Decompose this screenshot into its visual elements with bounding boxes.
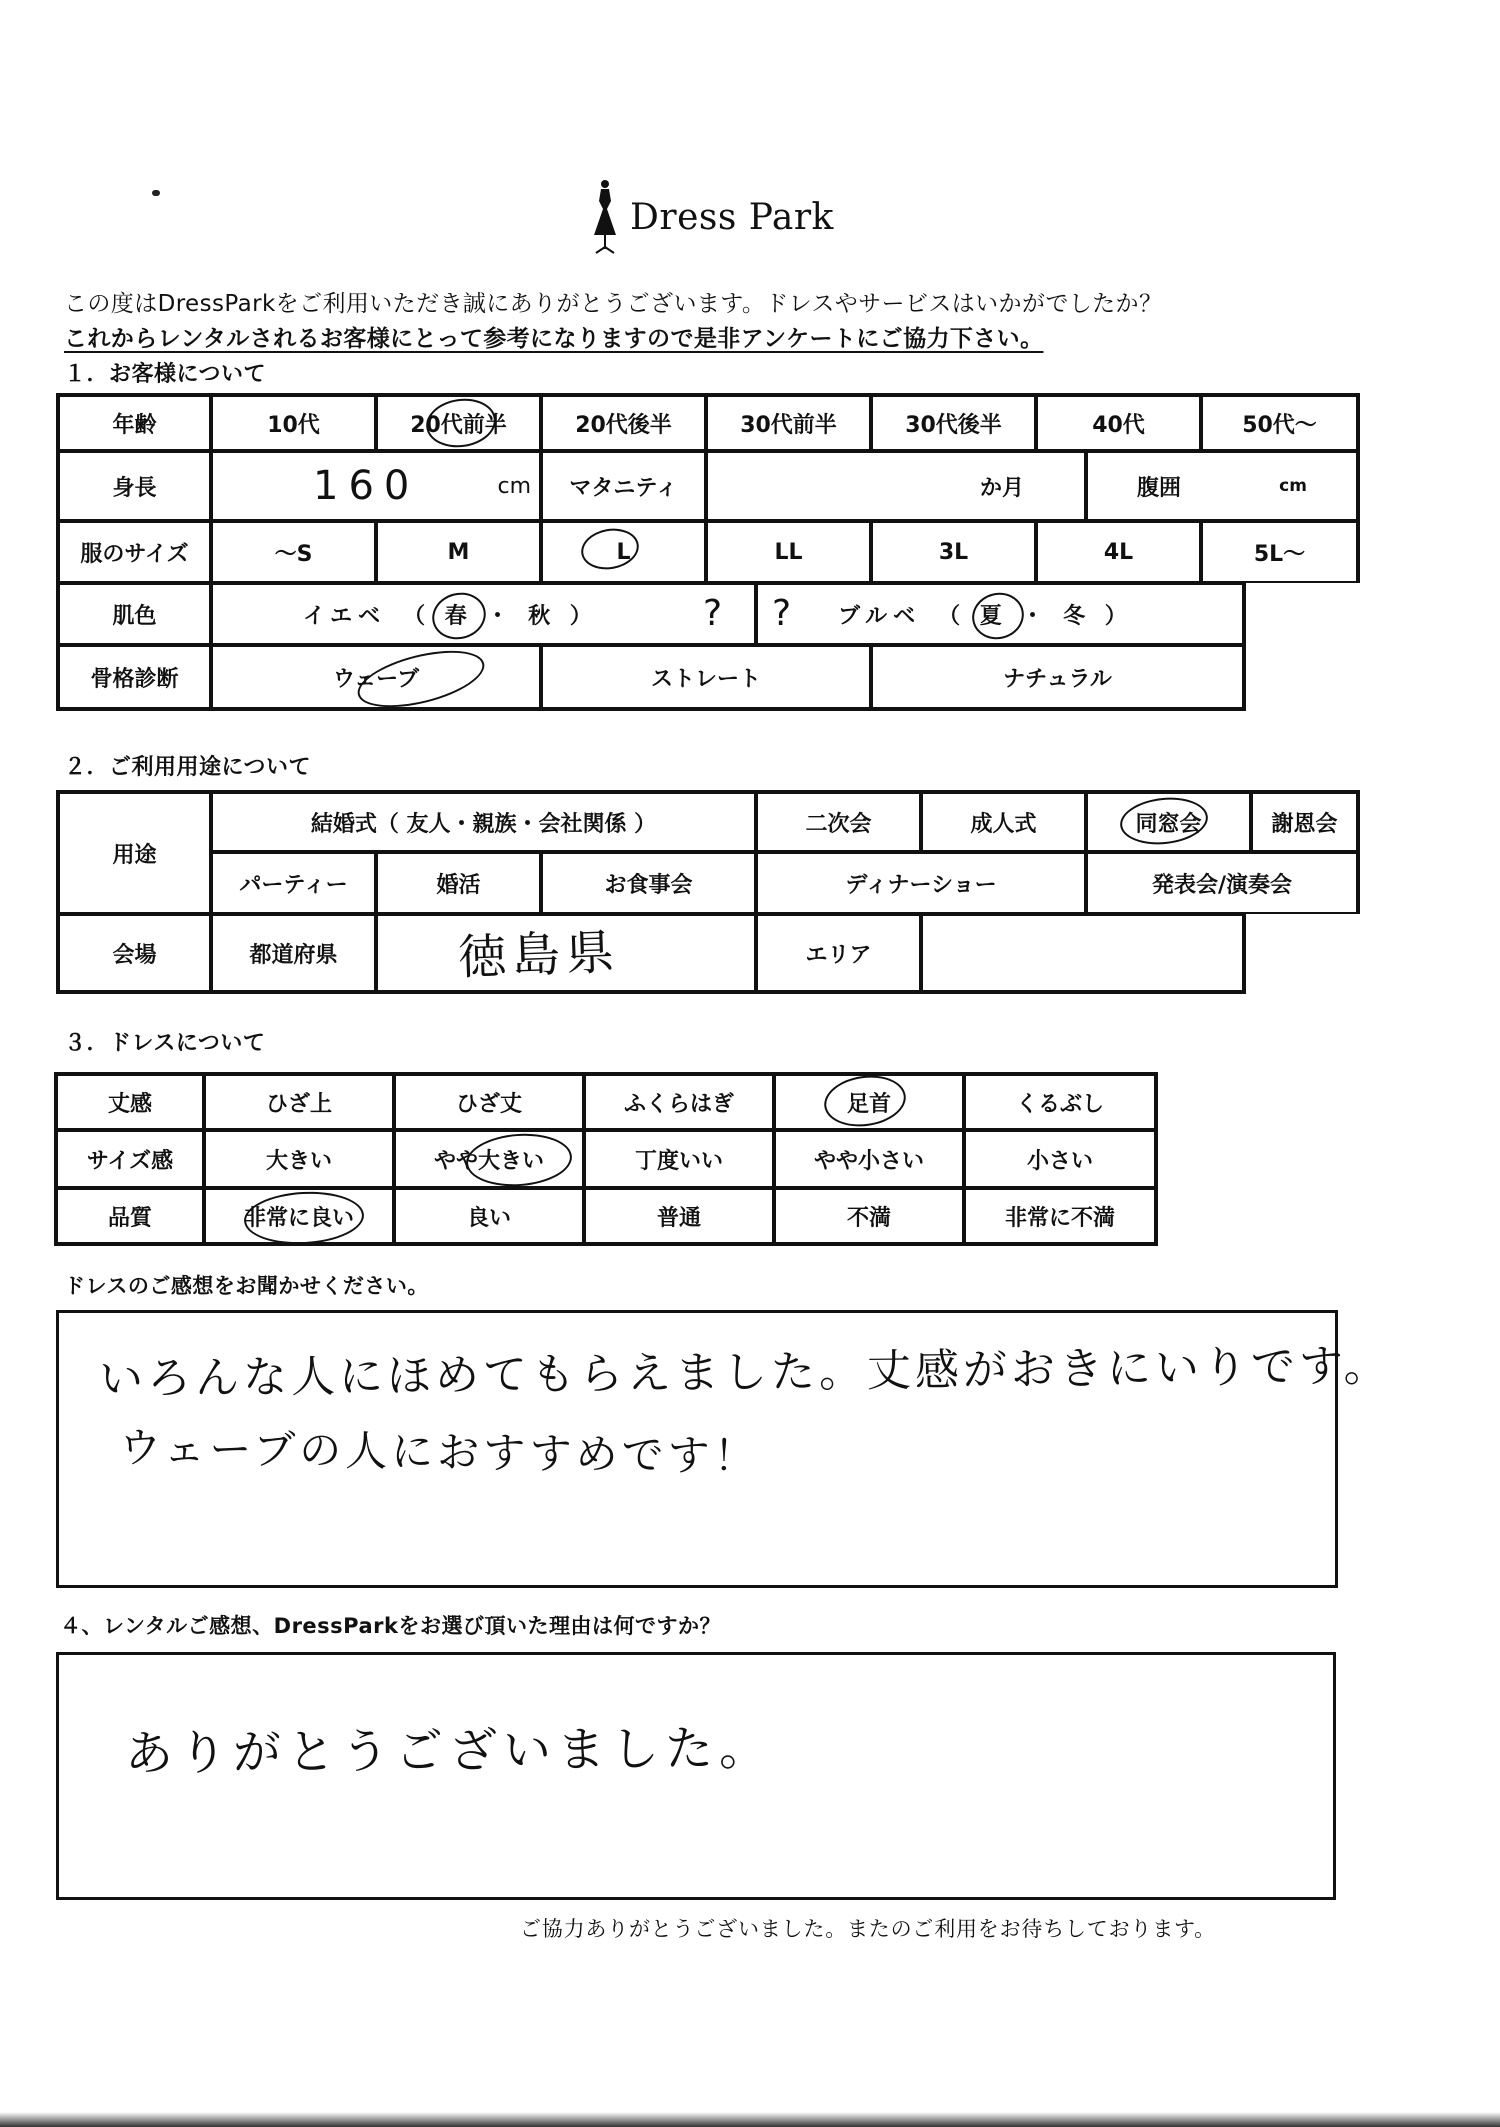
purpose-option[interactable]: 発表会/演奏会 <box>1086 852 1360 914</box>
size-option[interactable]: 3L <box>871 521 1036 583</box>
impressions-textarea[interactable] <box>56 1310 1392 1588</box>
quality-option[interactable]: 不満 <box>774 1188 964 1246</box>
height-field[interactable] <box>211 451 541 521</box>
fit-option[interactable]: やや小さい <box>774 1130 964 1188</box>
section2-title: ２．ご利用用途について <box>64 755 312 780</box>
customer-info-table <box>56 393 1360 723</box>
size-option[interactable]: L <box>541 521 706 583</box>
height-value: 160 <box>313 463 420 509</box>
purpose-option[interactable]: ディナーショー <box>756 852 1086 914</box>
size-option[interactable]: LL <box>706 521 871 583</box>
row-label: 丈感 <box>54 1072 204 1130</box>
quality-option[interactable]: 普通 <box>584 1188 774 1246</box>
purpose-label: 用途 <box>56 790 211 914</box>
skin-label: 肌色 <box>56 583 211 645</box>
impressions-line-1: いろんな人にほめてもらえました。丈感がおきにいりです。 <box>98 1340 1392 1405</box>
height-label: 身長 <box>56 451 211 521</box>
area-label: エリア <box>756 914 921 994</box>
height-unit: cm <box>497 473 531 499</box>
scan-speck <box>152 190 160 196</box>
row-label: サイズ感 <box>54 1130 204 1188</box>
prefecture-field[interactable] <box>376 914 756 994</box>
size-option[interactable]: 〜S <box>211 521 376 583</box>
maternity-label: マタニティ <box>541 451 706 521</box>
dress-form-icon <box>590 179 620 255</box>
fit-option[interactable]: 大きい <box>204 1130 394 1188</box>
length-option[interactable]: ひざ上 <box>204 1072 394 1130</box>
length-option[interactable]: くるぶし <box>964 1072 1158 1130</box>
skin-blue-text: ブルベ （ 夏 ・ 冬 ） <box>838 603 1133 629</box>
waist-unit: cm <box>1279 476 1307 496</box>
length-option[interactable]: 足首 <box>774 1072 964 1130</box>
handwritten-mark: ? <box>772 593 792 634</box>
reason-answer: ありがとうございました。 <box>124 1720 774 1782</box>
fit-option[interactable]: 小さい <box>964 1130 1158 1188</box>
age-option[interactable]: 30代前半 <box>706 393 871 451</box>
dress-feedback-table <box>54 1072 1158 1246</box>
purpose-option[interactable]: 婚活 <box>376 852 541 914</box>
purpose-option[interactable]: パーティー <box>211 852 376 914</box>
purpose-option[interactable]: 結婚式（ 友人・親族・会社関係 ） <box>211 790 756 852</box>
purpose-option[interactable]: 謝恩会 <box>1251 790 1360 852</box>
area-field[interactable] <box>921 914 1246 994</box>
size-option[interactable]: 5L〜 <box>1201 521 1360 583</box>
reason-textarea[interactable] <box>56 1652 1336 1900</box>
length-option[interactable]: ふくらはぎ <box>584 1072 774 1130</box>
age-option[interactable]: 50代〜 <box>1201 393 1360 451</box>
age-option[interactable]: 20代後半 <box>541 393 706 451</box>
impressions-prompt: ドレスのご感想をお聞かせください。 <box>64 1274 429 1298</box>
quality-option[interactable]: 非常に良い <box>204 1188 394 1246</box>
prefecture-label: 都道府県 <box>211 914 376 994</box>
age-option[interactable]: 10代 <box>211 393 376 451</box>
waist-label: 腹囲 <box>1137 475 1182 501</box>
frame-option[interactable]: ストレート <box>541 645 871 711</box>
intro-line-1: この度はDressParkをご利用いただき誠にありがとうございます。ドレスやサービスはいかがでしたか？ <box>64 291 1163 317</box>
frame-label: 骨格診断 <box>56 645 211 711</box>
skin-yellow-option[interactable] <box>211 583 756 645</box>
intro-line-2: これからレンタルされるお客様にとって参考になりますので是非アンケートにご協力下さい。 <box>64 326 1044 352</box>
quality-option[interactable]: 非常に不満 <box>964 1188 1158 1246</box>
age-option[interactable]: 20代前半 <box>376 393 541 451</box>
scan-edge <box>0 2112 1500 2127</box>
age-option[interactable]: 30代後半 <box>871 393 1036 451</box>
skin-blue-option[interactable] <box>756 583 1246 645</box>
months-unit: か月 <box>979 475 1024 501</box>
fit-option[interactable]: 丁度いい <box>584 1130 774 1188</box>
purpose-option[interactable]: 同窓会 <box>1086 790 1251 852</box>
row-label: 品質 <box>54 1188 204 1246</box>
purpose-option[interactable]: 成人式 <box>921 790 1086 852</box>
waist-field[interactable] <box>1086 451 1360 521</box>
maternity-months-field[interactable] <box>706 451 1086 521</box>
age-option[interactable]: 40代 <box>1036 393 1201 451</box>
length-option[interactable]: ひざ丈 <box>394 1072 584 1130</box>
frame-option[interactable]: ウェーブ <box>211 645 541 711</box>
impressions-line-2: ウェーブの人におすすめです！ <box>118 1423 760 1481</box>
section1-title: １．お客様について <box>64 362 267 387</box>
footer-thanks: ご協力ありがとうございました。またのご利用をお待ちしております。 <box>520 1917 1216 1941</box>
section3-title: ３．ドレスについて <box>64 1031 266 1056</box>
skin-yellow-text: イエベ （ 春 ・ 秋 ） <box>303 603 598 629</box>
venue-label: 会場 <box>56 914 211 994</box>
fit-option[interactable]: やや大きい <box>394 1130 584 1188</box>
usage-table <box>56 790 1360 1000</box>
purpose-option[interactable]: お食事会 <box>541 852 756 914</box>
prefecture-value: 徳島県 <box>457 923 622 986</box>
age-label: 年齢 <box>56 393 211 451</box>
brand-logo <box>590 178 834 256</box>
size-option[interactable]: 4L <box>1036 521 1201 583</box>
size-option[interactable]: M <box>376 521 541 583</box>
frame-option[interactable]: ナチュラル <box>871 645 1246 711</box>
section4-title: ４、レンタルご感想、DressParkをお選び頂いた理由は何ですか？ <box>60 1614 721 1638</box>
quality-option[interactable]: 良い <box>394 1188 584 1246</box>
purpose-option[interactable]: 二次会 <box>756 790 921 852</box>
size-label: 服のサイズ <box>56 521 211 583</box>
handwritten-mark: ? <box>703 593 723 634</box>
brand-name: Dress Park <box>630 196 834 238</box>
